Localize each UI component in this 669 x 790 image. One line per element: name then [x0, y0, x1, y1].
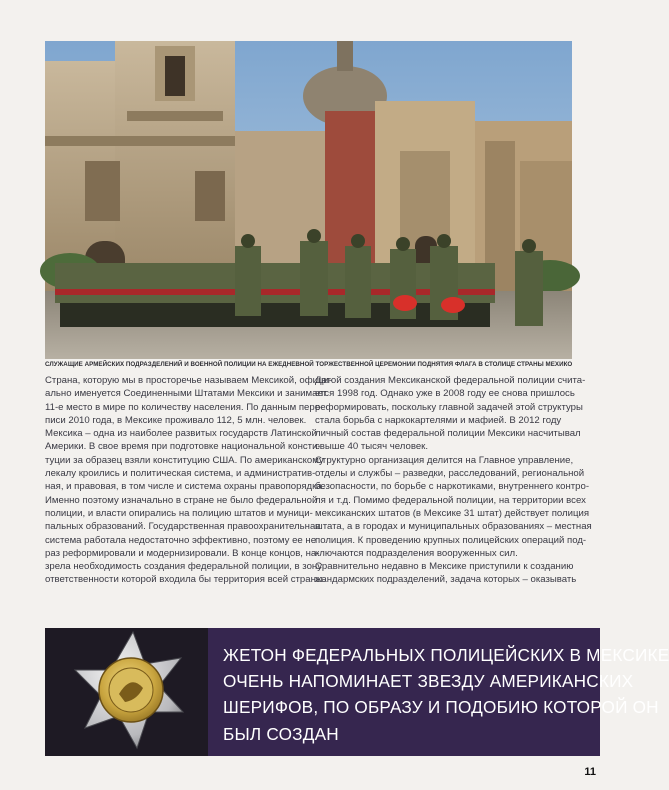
paragraph-line: ется 1998 год. Однако уже в 2008 году ее снова пришлось [315, 388, 575, 400]
paragraph-line: отделы и службы – разведки, расследований, региональной [315, 468, 585, 480]
badge-star-icon [45, 628, 208, 756]
paragraph-line: реформировать, поскольку главной задачей этой структуры [315, 401, 583, 413]
paragraph-line: ля и т.д. Помимо федеральной полиции, на территории всех [315, 494, 586, 506]
paragraph-line: ально именуется Соединенными Штатами Мексики и занимает [45, 388, 327, 400]
banner-line: ШЕРИФОВ, ПО ОБРАЗУ И ПОДОБИЮ КОТОРОЙ ОН [223, 697, 659, 718]
paragraph-line: ключаются подразделения вооруженных сил. [315, 547, 518, 559]
paragraph-line: туции за образец взяли конституцию США. По американскому [45, 454, 324, 466]
paragraph-line: система работала недостаточно эффективно, поэтому ее не [45, 534, 317, 546]
photo-caption: СЛУЖАЩИЕ АРМЕЙСКИХ ПОДРАЗДЕЛЕНИЙ И ВОЕННОЙ ПОЛИЦИИ НА ЕЖЕДНЕВНОЙ ТОРЖЕСТВЕННОЙ ЦЕРЕМОНИИ ПОДНЯТИЯ ФЛАГА В СТОЛИЦЕ СТРАНЫ МЕХИКО [45, 361, 573, 368]
photo-illustration [45, 41, 572, 359]
paragraph-line: ная, и правовая, в том числе и система охраны правопорядка. [45, 481, 325, 493]
paragraph-line: свыше 40 тысяч человек. [315, 441, 429, 453]
paragraph-line: Структурно организация делится на Главное управление, [315, 454, 574, 466]
paragraph-line: стала борьба с наркокартелями и мафией. В 2012 году [315, 414, 562, 426]
paragraph-line: Сравнительно недавно в Мексике приступили к созданию [315, 561, 574, 573]
paragraph-line: Страна, которую мы в просторечье называем Мексикой, офици- [45, 375, 333, 386]
paragraph-line: Америки. В свое время при подготовке национальной консти- [45, 441, 321, 453]
paragraph-line: лекалу кроились и политическая система, и административ- [45, 468, 316, 480]
banner-text [223, 642, 669, 747]
paragraph-line: штата, а в городах и муниципальных образованиях – местная [315, 521, 592, 533]
paragraph-line: полиции, и власти опирались на полицию штатов и муници- [45, 507, 313, 519]
paragraph-line: пальных образований. Государственная правоохранительная [45, 521, 321, 533]
page-number: 11 [584, 766, 596, 778]
federal-police-badge-icon [45, 628, 208, 756]
paragraph-line: ответственности которой входила бы территория всей страны. [45, 574, 326, 586]
paragraph-line: зрела необходимость создания федеральной полиции, в зону [45, 561, 323, 573]
badge-banner [45, 628, 669, 756]
paragraph-line: писи 2010 года, в Мексике проживало 112, 5 млн. человек. [45, 414, 307, 426]
article-column-right [315, 374, 592, 587]
banner-line: ОЧЕНЬ НАПОМИНАЕТ ЗВЕЗДУ АМЕРИКАНСКИХ [223, 671, 634, 692]
paragraph-line: полиция. К проведению крупных полицейских операций под- [315, 534, 587, 546]
cathedral-parade-photo [45, 41, 572, 359]
paragraph-line: жандармских подразделений, задача которых – оказывать [315, 574, 577, 586]
paragraph-line: Датой создания Мексиканской федеральной полиции счита- [315, 375, 586, 386]
paragraph-line: Именно поэтому изначально в стране не было федеральной [45, 494, 318, 506]
banner-line: БЫЛ СОЗДАН [223, 723, 339, 744]
paragraph-line: 11-е место в мире по количеству населения. По данным пере- [45, 401, 324, 413]
banner-line: ЖЕТОН ФЕДЕРАЛЬНЫХ ПОЛИЦЕЙСКИХ В МЕКСИКЕ [223, 645, 669, 665]
paragraph-line: Мексика – одна из наиболее развитых государств Латинской [45, 428, 317, 440]
article-column-left [45, 374, 333, 587]
paragraph-line: безопасности, по борьбе с наркотиками, внутреннего контро- [315, 481, 590, 493]
paragraph-line: личный состав федеральной полиции Мексики насчитывал [315, 428, 581, 440]
paragraph-line: мексиканских штатов (в Мексике 31 штат) действует полиция [315, 507, 590, 519]
article-body [45, 374, 592, 619]
paragraph-line: раз реформировали и модернизировали. В конце концов, на- [45, 547, 320, 559]
